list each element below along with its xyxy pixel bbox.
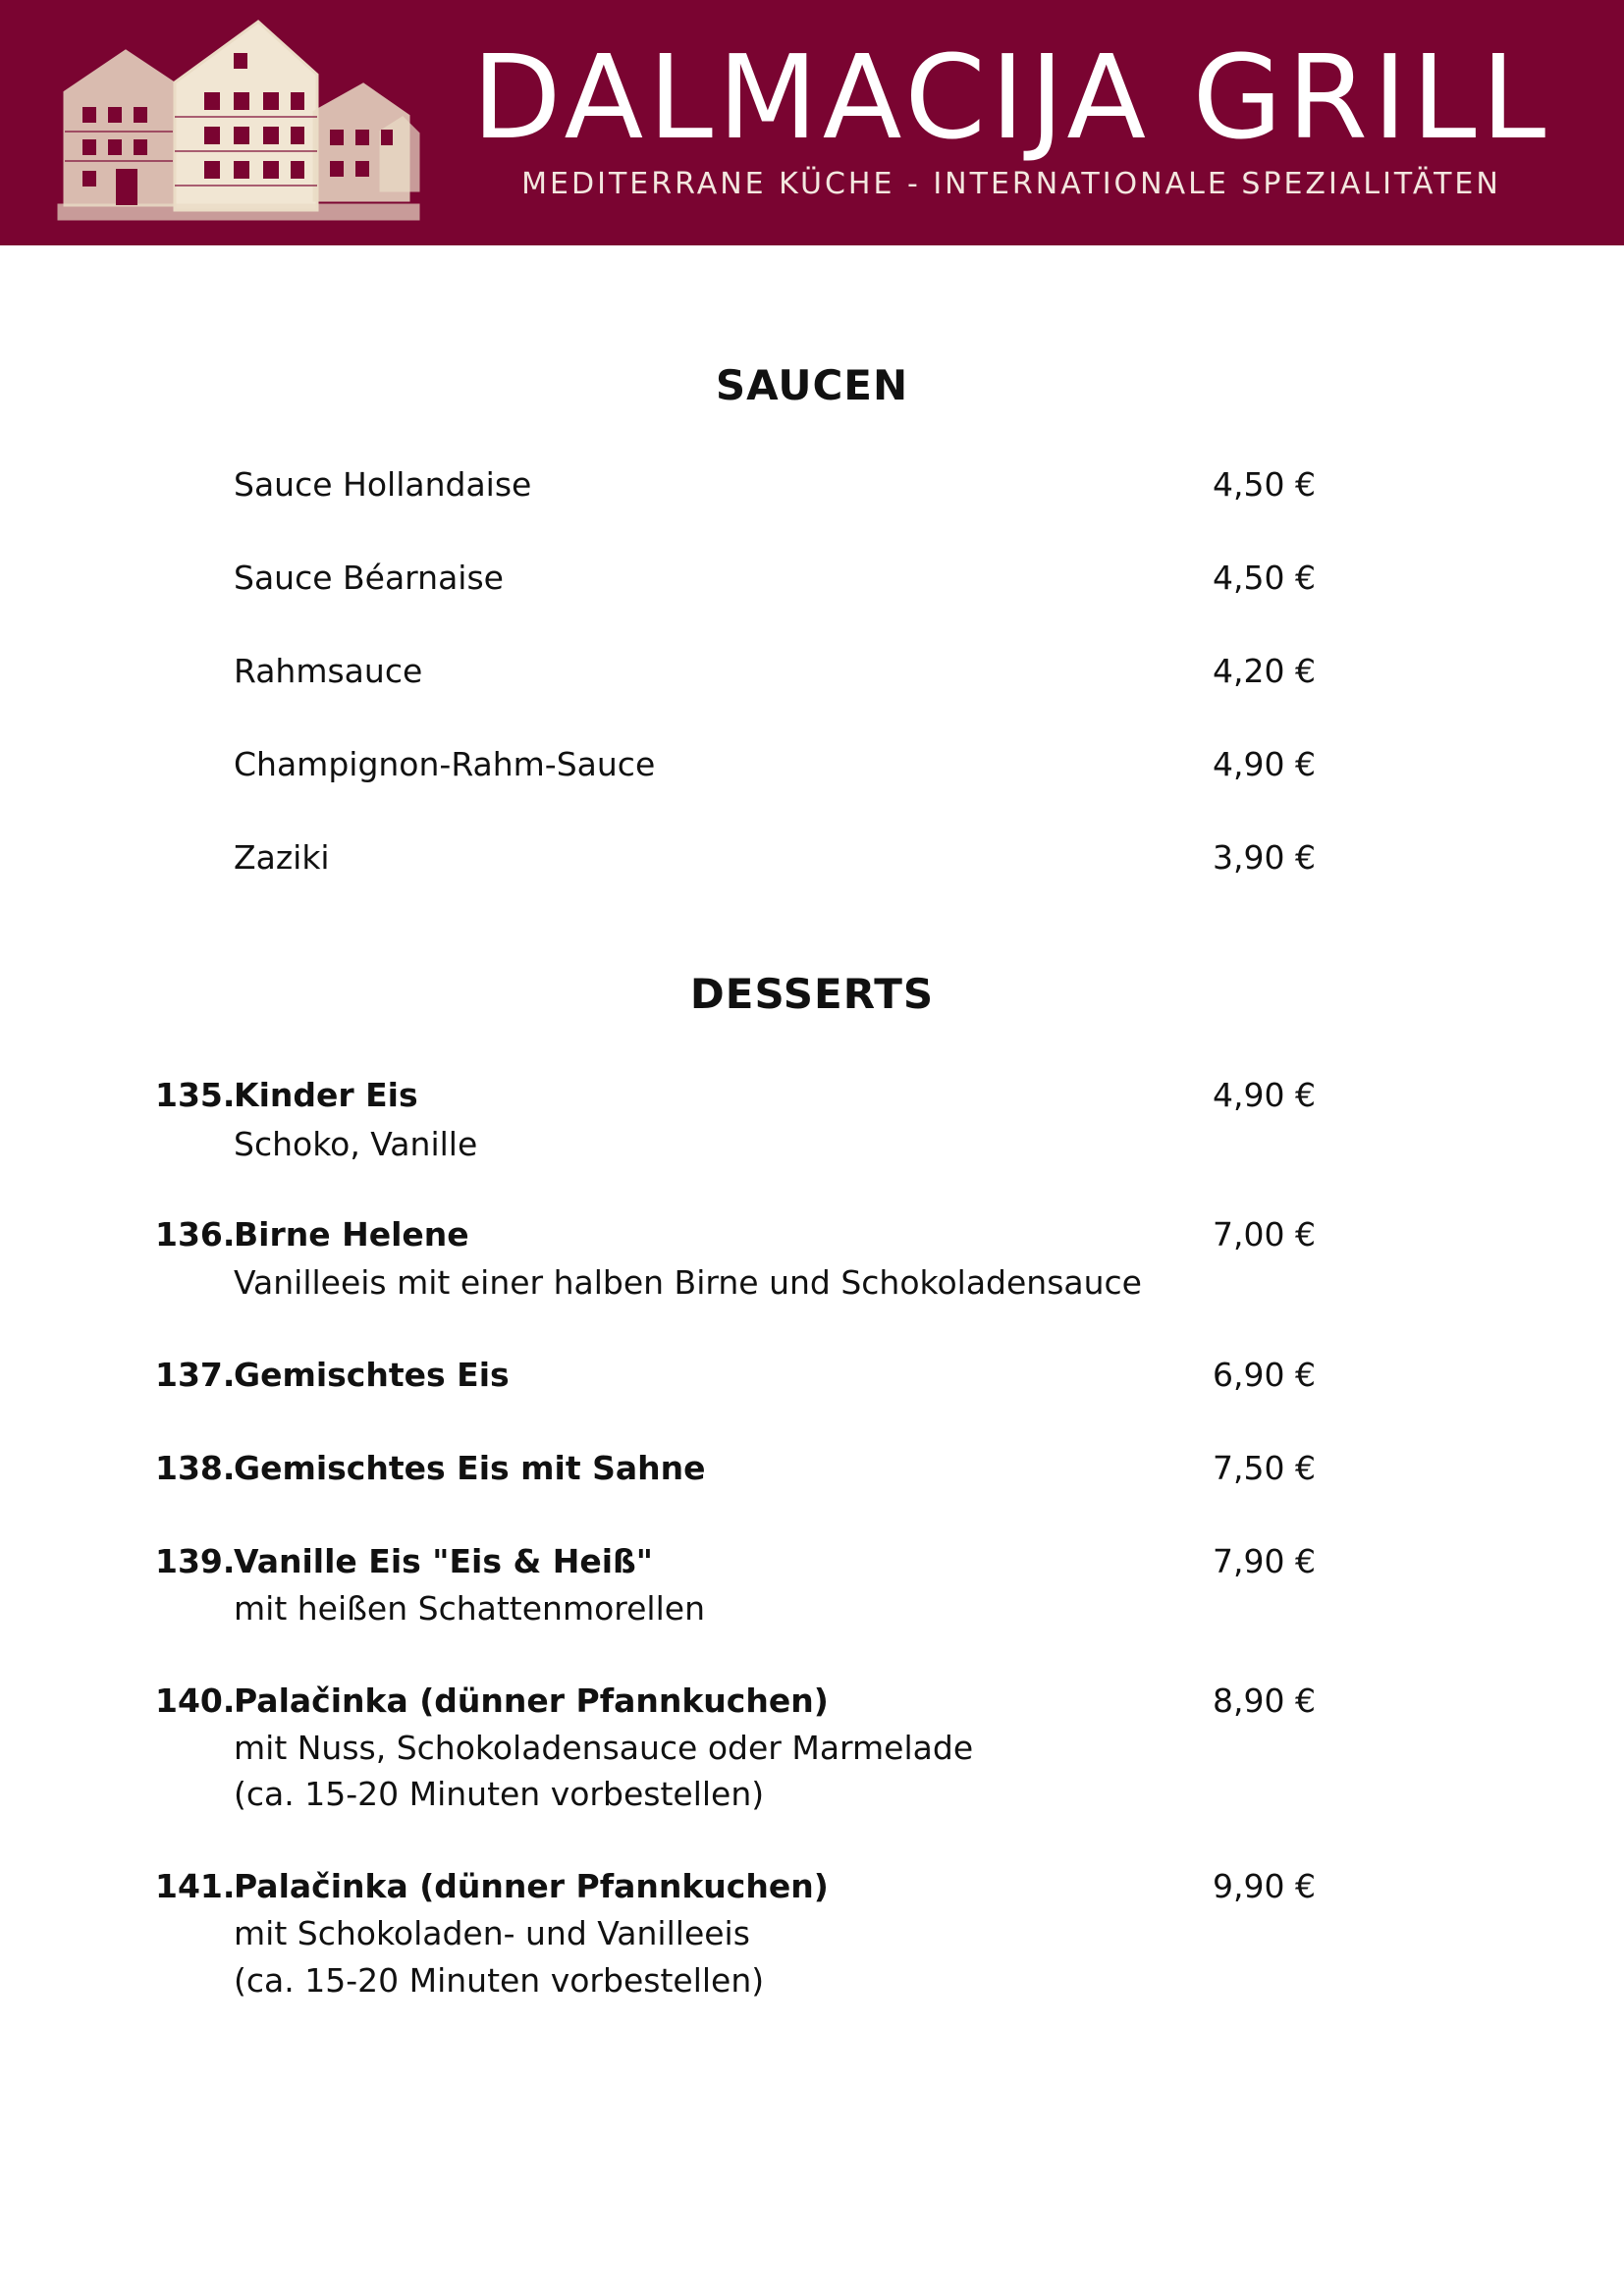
dessert-name: Gemischtes Eis mit Sahne (234, 1449, 706, 1487)
sauce-name: Zaziki (234, 838, 330, 877)
dessert-name: Gemischtes Eis (234, 1356, 510, 1394)
dessert-name: Vanille Eis "Eis & Heiß" (234, 1542, 653, 1580)
sauce-price: 3,90 € (1213, 838, 1316, 877)
sauce-name: Sauce Hollandaise (234, 465, 532, 504)
sauce-name: Champignon-Rahm-Sauce (234, 745, 656, 783)
dessert-name: Palačinka (dünner Pfannkuchen) (234, 1867, 829, 1905)
dessert-price: 9,90 € (1213, 1867, 1316, 1905)
dessert-price: 6,90 € (1213, 1356, 1316, 1394)
dessert-description: Schoko, Vanille (234, 1125, 478, 1163)
dessert-price: 8,90 € (1213, 1682, 1316, 1720)
dessert-price: 7,00 € (1213, 1215, 1316, 1254)
dessert-number: 138. (155, 1449, 236, 1487)
section-heading-sauces: SAUCEN (715, 361, 909, 409)
dessert-note: (ca. 15-20 Minuten vorbestellen) (234, 1961, 765, 2000)
houses-sketch-icon (57, 14, 420, 232)
dessert-number: 137. (155, 1356, 236, 1394)
restaurant-name: DALMACIJA GRILL (471, 29, 1551, 165)
dessert-description: mit heißen Schattenmorellen (234, 1589, 705, 1628)
sauce-price: 4,50 € (1213, 465, 1316, 504)
restaurant-tagline: MEDITERRANE KÜCHE - INTERNATIONALE SPEZIALITÄTEN (521, 167, 1501, 201)
header-banner (0, 0, 1624, 245)
dessert-description: mit Schokoladen- und Vanilleeis (234, 1914, 750, 1952)
dessert-name: Palačinka (dünner Pfannkuchen) (234, 1682, 829, 1720)
dessert-price: 7,90 € (1213, 1542, 1316, 1580)
dessert-number: 135. (155, 1076, 236, 1114)
section-heading-desserts: DESSERTS (689, 970, 935, 1018)
dessert-description: mit Nuss, Schokoladensauce oder Marmelade (234, 1729, 974, 1767)
dessert-number: 139. (155, 1542, 236, 1580)
sauce-price: 4,90 € (1213, 745, 1316, 783)
sauce-name: Rahmsauce (234, 652, 423, 690)
dessert-number: 141. (155, 1867, 236, 1905)
dessert-note: (ca. 15-20 Minuten vorbestellen) (234, 1775, 765, 1813)
dessert-name: Kinder Eis (234, 1076, 418, 1114)
dessert-name: Birne Helene (234, 1215, 469, 1254)
dessert-price: 4,90 € (1213, 1076, 1316, 1114)
sauce-price: 4,20 € (1213, 652, 1316, 690)
sauce-price: 4,50 € (1213, 559, 1316, 597)
dessert-number: 140. (155, 1682, 236, 1720)
sauce-name: Sauce Béarnaise (234, 559, 504, 597)
dessert-description: Vanilleeis mit einer halben Birne und Schokoladensauce (234, 1263, 1142, 1302)
dessert-price: 7,50 € (1213, 1449, 1316, 1487)
dessert-number: 136. (155, 1215, 236, 1254)
